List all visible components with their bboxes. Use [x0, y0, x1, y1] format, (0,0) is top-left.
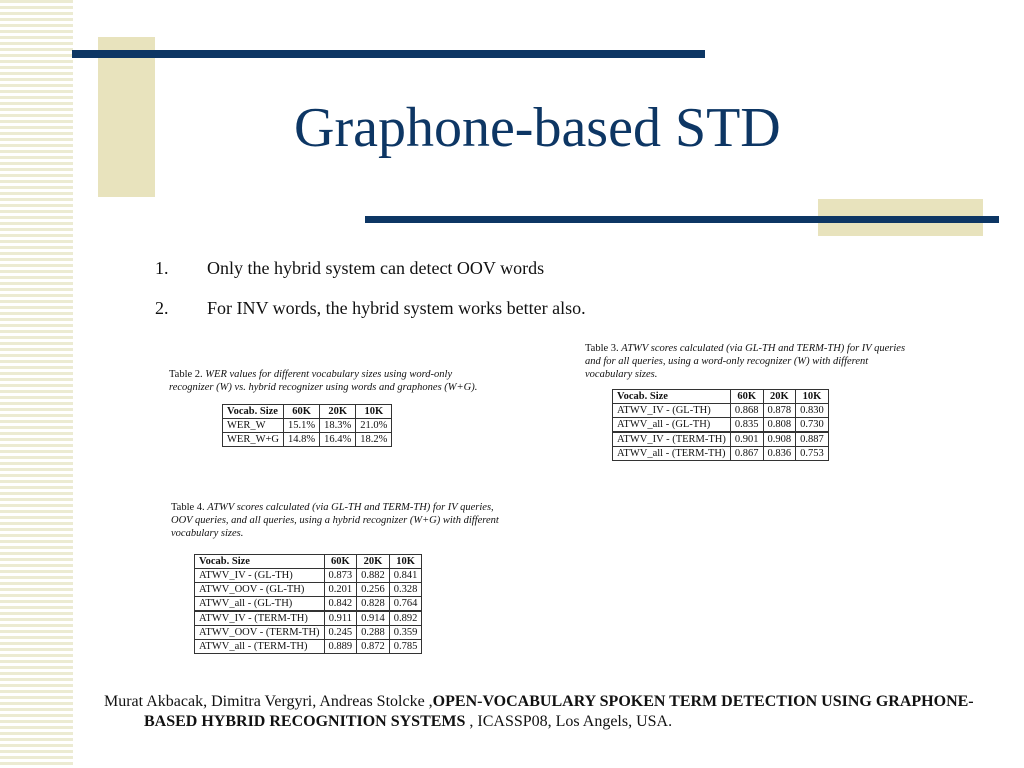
column-header: 10K: [389, 555, 422, 569]
table-cell: 0.914: [357, 611, 390, 626]
table-row: [195, 583, 422, 597]
table-cell: 16.4%: [320, 433, 356, 447]
row-label: ATWV_IV - (GL-TH): [613, 404, 731, 418]
table-cell: 0.892: [389, 611, 422, 626]
table-cell: 14.8%: [284, 433, 320, 447]
column-header: Vocab. Size: [223, 405, 284, 419]
title-rule-bottom: [365, 216, 999, 223]
table-row: [613, 418, 829, 433]
table-row: [223, 419, 392, 433]
table-row: [613, 432, 829, 447]
table-cell: 0.887: [796, 432, 829, 447]
table2: [222, 404, 392, 447]
table-cell: 18.2%: [356, 433, 392, 447]
table-cell: 21.0%: [356, 419, 392, 433]
table3-block: [585, 342, 915, 461]
row-label: ATWV_IV - (GL-TH): [195, 569, 325, 583]
column-header: 20K: [320, 405, 356, 419]
striped-margin: [0, 0, 73, 768]
table-row: [613, 447, 829, 461]
column-header: 60K: [730, 390, 763, 404]
table-row: [195, 626, 422, 640]
table4: [194, 554, 422, 654]
table-cell: 0.785: [389, 640, 422, 654]
row-label: ATWV_OOV - (GL-TH): [195, 583, 325, 597]
column-header: 10K: [356, 405, 392, 419]
table2-block: [169, 368, 499, 447]
table-cell: 0.256: [357, 583, 390, 597]
table-row: [195, 611, 422, 626]
table-cell: 0.830: [796, 404, 829, 418]
list-item: [155, 256, 586, 296]
table-row: [195, 640, 422, 654]
slide-title: Graphone-based STD: [294, 97, 781, 159]
row-label: ATWV_all - (TERM-TH): [195, 640, 325, 654]
table-cell: 0.841: [389, 569, 422, 583]
column-header: 20K: [763, 390, 796, 404]
table-cell: 15.1%: [284, 419, 320, 433]
table-cell: 0.836: [763, 447, 796, 461]
citation: [104, 692, 1024, 732]
table-cell: 0.872: [357, 640, 390, 654]
table2-caption: Table 2. WER values for different vocabulary sizes using word-only recognizer (W) vs. hybrid recognizer using words and graphones (W+G).: [169, 369, 478, 393]
table-cell: 0.730: [796, 418, 829, 433]
citation-venue: , ICASSP08, Los Angels, USA.: [465, 713, 673, 730]
row-label: WER_W+G: [223, 433, 284, 447]
table-row: [613, 404, 829, 418]
table-row: [195, 597, 422, 612]
table-cell: 0.889: [324, 640, 357, 654]
table3-caption: Table 3. ATWV scores calculated (via GL-TH and TERM-TH) for IV queries and for all queries, using a word-only recognizer (W) with different vocabulary sizes.: [585, 343, 906, 380]
table-cell: 0.868: [730, 404, 763, 418]
column-header: 10K: [796, 390, 829, 404]
row-label: ATWV_IV - (TERM-TH): [195, 611, 325, 626]
citation-authors: Murat Akbacak, Dimitra Vergyri, Andreas Stolcke ,: [104, 693, 433, 710]
list-number: 1.: [155, 258, 169, 278]
column-header: Vocab. Size: [613, 390, 731, 404]
table-cell: 0.828: [357, 597, 390, 612]
table-cell: 0.873: [324, 569, 357, 583]
row-label: ATWV_all - (TERM-TH): [613, 447, 731, 461]
row-label: ATWV_IV - (TERM-TH): [613, 432, 731, 447]
table-cell: 0.808: [763, 418, 796, 433]
row-label: ATWV_all - (GL-TH): [613, 418, 731, 433]
table-cell: 0.288: [357, 626, 390, 640]
column-header: 60K: [284, 405, 320, 419]
table-cell: 0.328: [389, 583, 422, 597]
list-text: For INV words, the hybrid system works better also.: [207, 298, 586, 318]
list-number: 2.: [155, 298, 169, 318]
row-label: WER_W: [223, 419, 284, 433]
table4-block: [171, 501, 501, 654]
table-cell: 0.842: [324, 597, 357, 612]
row-label: ATWV_all - (GL-TH): [195, 597, 325, 612]
table-cell: 0.867: [730, 447, 763, 461]
bullet-list: [155, 256, 586, 336]
table-cell: 0.911: [324, 611, 357, 626]
table-cell: 0.201: [324, 583, 357, 597]
table3: [612, 389, 829, 461]
table-cell: 0.882: [357, 569, 390, 583]
table-row: [195, 569, 422, 583]
table-cell: 0.908: [763, 432, 796, 447]
table-cell: 0.901: [730, 432, 763, 447]
table-cell: 0.764: [389, 597, 422, 612]
column-header: 60K: [324, 555, 357, 569]
table-row: [223, 433, 392, 447]
title-rule-top: [72, 50, 705, 58]
column-header: 20K: [357, 555, 390, 569]
citation-title: OPEN-VOCABULARY SPOKEN TERM DETECTION USING GRAPHONE-BASED HYBRID RECOGNITION SYSTEMS: [144, 693, 974, 730]
table-cell: 0.359: [389, 626, 422, 640]
list-text: Only the hybrid system can detect OOV words: [207, 258, 545, 278]
table-cell: 18.3%: [320, 419, 356, 433]
column-header: Vocab. Size: [195, 555, 325, 569]
table-cell: 0.245: [324, 626, 357, 640]
row-label: ATWV_OOV - (TERM-TH): [195, 626, 325, 640]
table-cell: 0.835: [730, 418, 763, 433]
list-item: [155, 296, 586, 336]
decor-block-left: [98, 37, 155, 197]
table-cell: 0.878: [763, 404, 796, 418]
table-cell: 0.753: [796, 447, 829, 461]
table4-caption: Table 4. ATWV scores calculated (via GL-TH and TERM-TH) for IV queries, OOV queries, and all queries, using a hybrid recognizer (W+G) with different vocabulary sizes.: [171, 502, 499, 539]
